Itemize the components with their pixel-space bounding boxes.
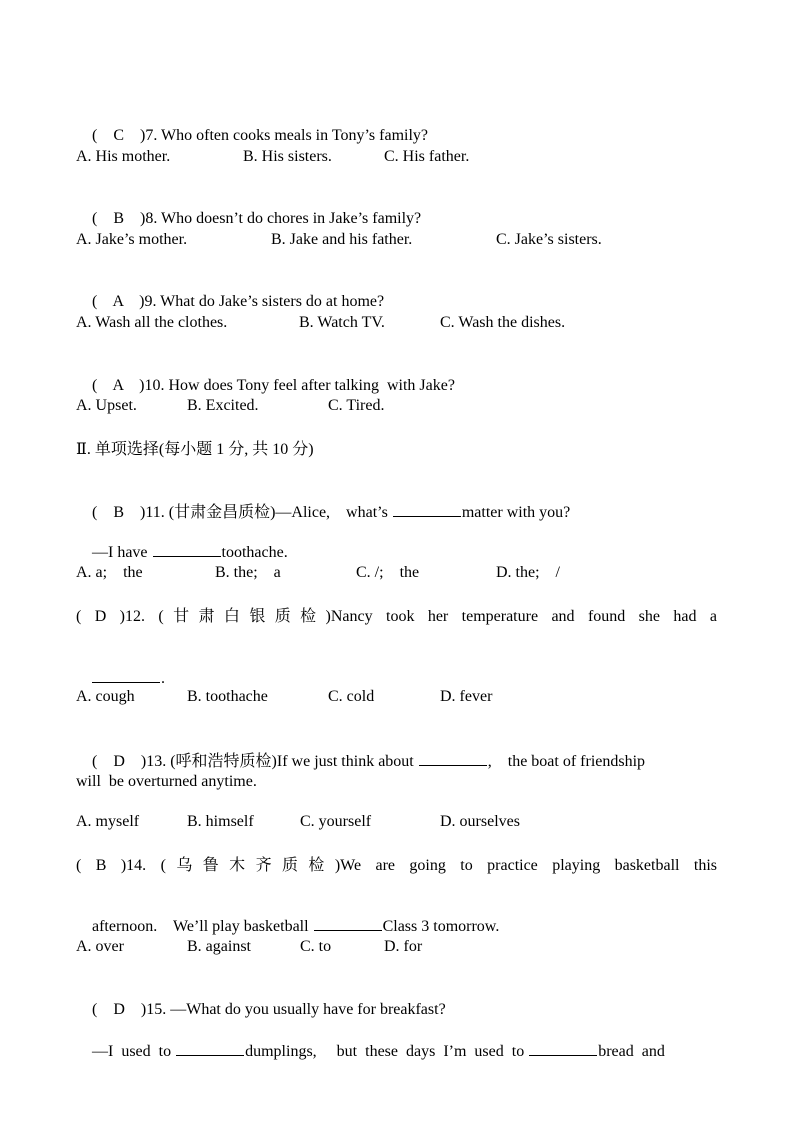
stem-text-cont: Class 3 tomorrow.: [382, 918, 500, 935]
answer-paren: ( C ): [92, 127, 146, 144]
dialogue-text-cont: dumplings, but these days I’m used to: [245, 1043, 529, 1060]
option-a: A. His mother.: [76, 148, 171, 165]
question-stem: 13. (呼和浩特质检)If we just think about: [146, 753, 418, 770]
option-d: D. for: [384, 938, 423, 955]
option-c: C. to: [300, 938, 332, 955]
dialogue-text: —I used to: [92, 1043, 176, 1060]
option-b: B. Watch TV.: [299, 314, 385, 331]
option-a: A. Jake’s mother.: [76, 231, 188, 248]
question-stem: 14. (乌鲁木齐质检)We are going to practice playing basketball this: [126, 857, 718, 874]
answer-blank: [153, 542, 221, 557]
option-b: B. His sisters.: [243, 148, 332, 165]
answer-paren: ( A ): [92, 377, 145, 394]
answer-blank: [393, 502, 461, 517]
option-c: C. His father.: [384, 148, 470, 165]
answer-paren: ( D ): [92, 1001, 147, 1018]
answer-paren: ( D ): [76, 608, 126, 625]
option-b: B. himself: [187, 813, 254, 830]
question-15-line-2: [76, 1021, 665, 1082]
option-c: C. Tired.: [328, 397, 385, 414]
question-stem-cont: , the boat of friendship: [487, 753, 646, 770]
question-14: [76, 856, 717, 876]
option-a: A. myself: [76, 813, 140, 830]
answer-paren: ( B ): [92, 504, 146, 521]
answer-blank: [529, 1041, 597, 1056]
option-d: D. fever: [440, 688, 493, 705]
question-13-line-2: will be overturned anytime.: [76, 773, 257, 790]
option-b: B. the; a: [215, 564, 281, 581]
option-c: C. Jake’s sisters.: [496, 231, 602, 248]
option-c: C. Wash the dishes.: [440, 314, 566, 331]
option-b: B. against: [187, 938, 251, 955]
dialogue-text-end: bread and: [598, 1043, 665, 1060]
question-stem: 8. Who doesn’t do chores in Jake’s family?: [145, 210, 422, 227]
option-c: C. yourself: [300, 813, 372, 830]
option-a: A. cough: [76, 688, 135, 705]
dialogue-text: —I have: [92, 544, 152, 561]
question-stem: 11. (甘肃金昌质检)—Alice, what’s: [145, 504, 392, 521]
answer-paren: ( A ): [92, 293, 145, 310]
option-b: B. Jake and his father.: [271, 231, 413, 248]
question-stem: 10. How does Tony feel after talking with Jake?: [144, 377, 455, 394]
option-d: D. ourselves: [440, 813, 520, 830]
question-stem: 9. What do Jake’s sisters do at home?: [144, 293, 385, 310]
question-stem: 7. Who often cooks meals in Tony’s family?: [145, 127, 429, 144]
option-a: A. Upset.: [76, 397, 137, 414]
option-c: C. /; the: [356, 564, 420, 581]
answer-blank: [176, 1041, 244, 1056]
option-c: C. cold: [328, 688, 375, 705]
option-b: B. Excited.: [187, 397, 259, 414]
option-d: D. the; /: [496, 564, 560, 581]
question-stem: 15. —What do you usually have for breakfast?: [146, 1001, 446, 1018]
question-12: [76, 607, 717, 627]
answer-blank: [92, 668, 160, 683]
answer-paren: ( B ): [92, 210, 146, 227]
question-stem: 12. (甘肃白银质检)Nancy took her temperature and found she had a: [125, 608, 717, 625]
answer-blank: [314, 916, 382, 931]
dialogue-text-cont: toothache.: [221, 544, 288, 561]
stem-text: afternoon. We’ll play basketball: [92, 918, 313, 935]
option-b: B. toothache: [187, 688, 268, 705]
answer-blank: [419, 751, 487, 766]
option-a: A. Wash all the clothes.: [76, 314, 228, 331]
period: .: [161, 670, 165, 687]
option-a: A. over: [76, 938, 124, 955]
option-a: A. a; the: [76, 564, 143, 581]
answer-paren: ( B ): [76, 857, 127, 874]
question-stem-cont: matter with you?: [461, 504, 571, 521]
section-heading: Ⅱ. 单项选择(每小题 1 分, 共 10 分): [76, 441, 314, 458]
question-14-line-2: [76, 896, 499, 957]
answer-paren: ( D ): [92, 753, 147, 770]
